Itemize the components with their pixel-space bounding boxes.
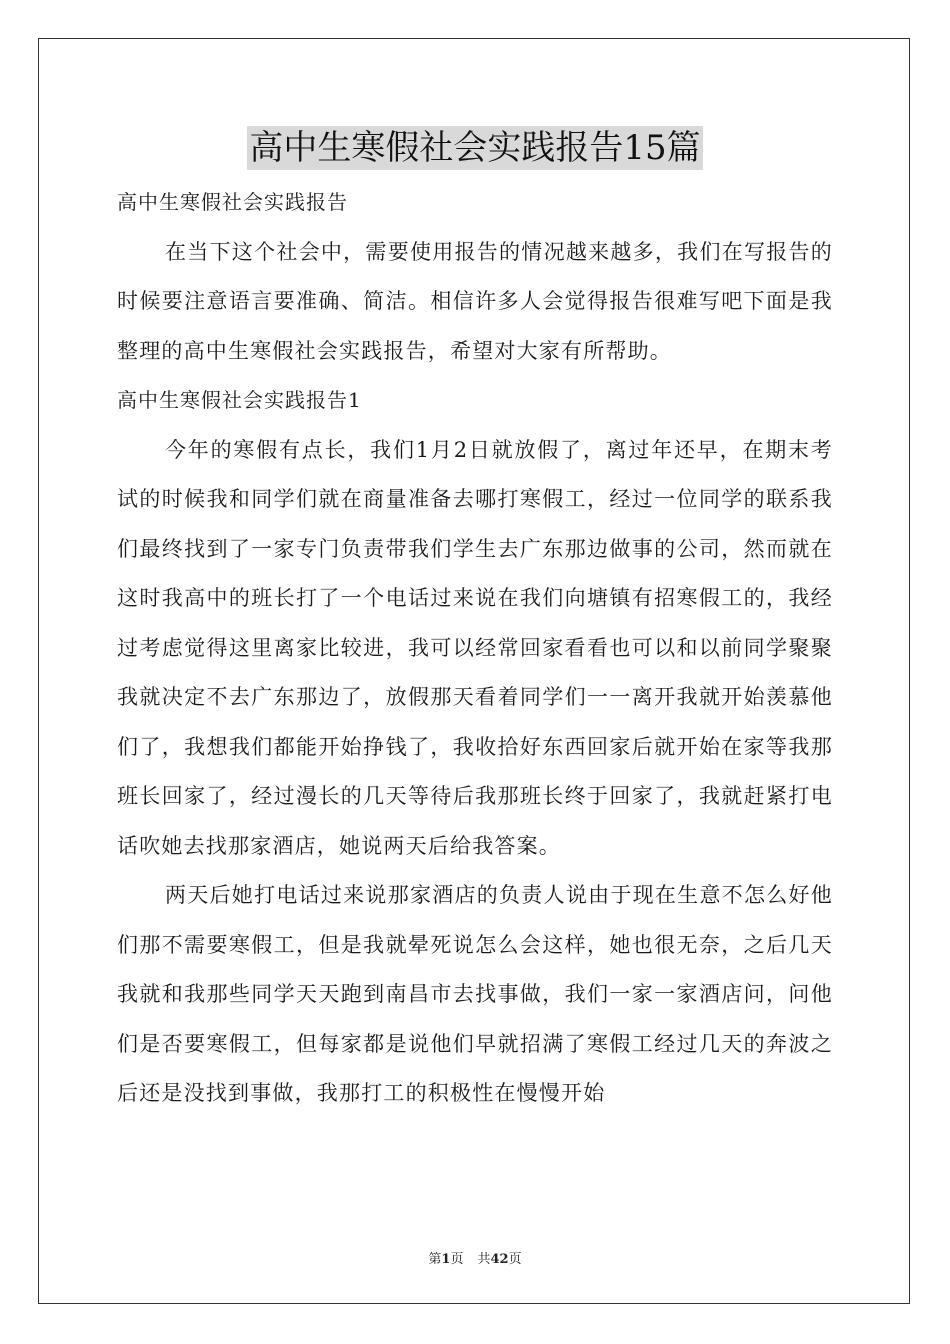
subheading-intro: 高中生寒假社会实践报告 (117, 190, 348, 214)
total-page-number: 42 (490, 1252, 509, 1267)
document-body (117, 178, 833, 1119)
body-paragraph-1: 今年的寒假有点长，我们1月2日就放假了，离过年还早，在期末考试的时候我和同学们就在商量准备去哪打寒假工，经过一位同学的联系我们最终找到了一家专门负责带我们学生去广东那边做事的公司，然而就在这时我高中的班长打了一个电话过来说在我们向塘镇有招寒假工的，我经过考虑觉得这里离家比较进，我可以经常回家看看也可以和以前同学聚聚我就决定不去广东那边了，放假那天看着同学们一一离开我就开始羡慕他们了，我想我们都能开始挣钱了，我收拾好东西回家后就开始在家等我那班长回家了，经过漫长的几天等待后我那班长终于回家了，我就赶紧打电话吹她去找那家酒店，她说两天后给我答案。 (117, 437, 833, 858)
total-suffix: 页 (508, 1252, 522, 1267)
body-paragraph-2: 两天后她打电话过来说那家酒店的负责人说由于现在生意不怎么好他们那不需要寒假工，但是我就晕死说怎么会这样，她也很无奈，之后几天我就和我那些同学天天跑到南昌市去找事做，我们一家一家酒店问，问他们是否要寒假工，但每家都是说他们早就招满了寒假工经过几天的奔波之后还是没找到事做，我那打工的积极性在慢慢开始 (117, 883, 833, 1105)
page-footer (0, 1248, 950, 1267)
intro-paragraph: 在当下这个社会中，需要使用报告的情况越来越多，我们在写报告的时候要注意语言要准确、简洁。相信许多人会觉得报告很难写吧下面是我整理的高中生寒假社会实践报告，希望对大家有所帮助。 (117, 239, 833, 363)
current-page-number: 1 (441, 1252, 451, 1267)
total-prefix: 共 (477, 1252, 491, 1267)
page-suffix: 页 (450, 1252, 464, 1267)
page-prefix: 第 (428, 1252, 442, 1267)
title-container (0, 126, 950, 170)
document-title: 高中生寒假社会实践报告15篇 (249, 128, 701, 168)
subheading-report-1: 高中生寒假社会实践报告1 (117, 388, 362, 412)
